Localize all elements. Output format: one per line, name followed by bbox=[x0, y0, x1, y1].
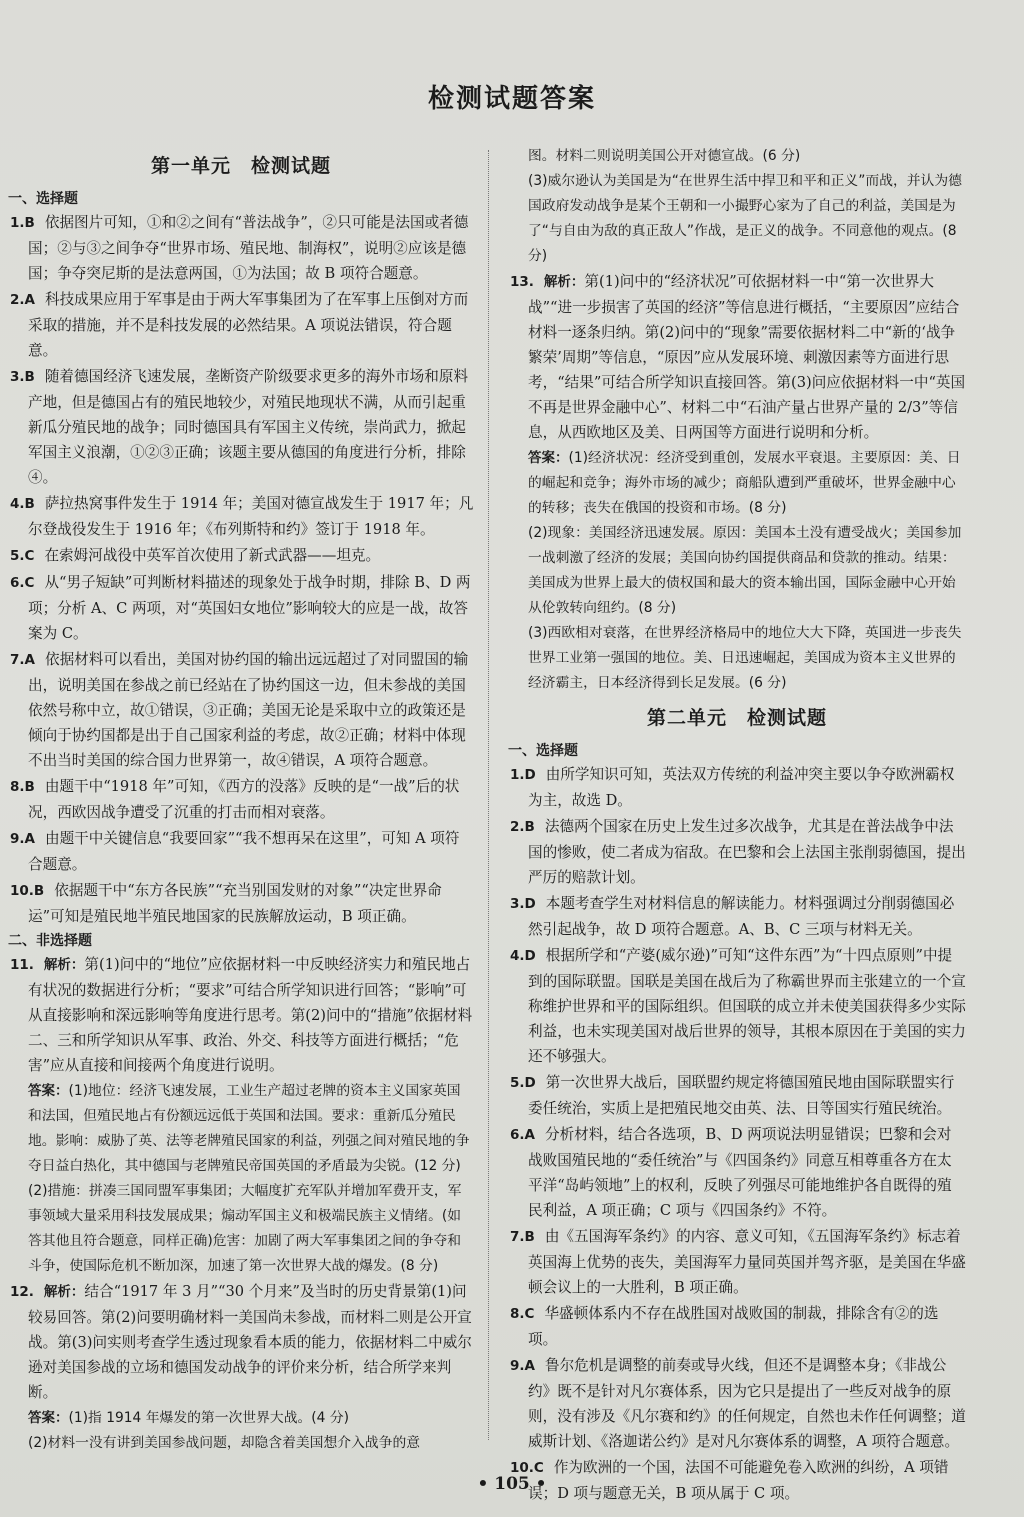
q-text: 从“男子短缺”可判断材料描述的现象处于战争时期，排除 B、D 两项；分析 A、C 两项，对“英国妇女地位”影响较大的应是一战，故答案为 C。 bbox=[28, 574, 471, 642]
q-number: 3.D bbox=[510, 896, 536, 912]
q-number: 4.D bbox=[510, 948, 536, 964]
unit1-heading: 第一单元 检测试题 bbox=[150, 155, 331, 177]
analysis-text: 结合“1917 年 3 月”“30 个月来”及当时的历史背景第(1)问较易回答。第(2)问要明确材料一美国尚未参战，而材料二则是公开宣战。第(3)问实则考查学生透过现象看本质的能力，依据材料二中威尔逊对美国参战的立场和德国发动战争的评价来分析，结合所学来判断。 bbox=[28, 1283, 472, 1401]
q-text: 华盛顿体系内不存在战胜国对战败国的制裁，排除含有②的选项。 bbox=[528, 1305, 939, 1348]
analysis-text: 第(1)问中的“地位”应依据材料一中反映经济实力和殖民地占有状况的数据进行分析；“要求”可结合所学知识进行回答；“影响”可从直接影响和深远影响等角度进行思考。第(2)问中的“措施”依据材料二、三和所学知识从军事、政治、外交、科技等方面进行概括；“危害”应从直接和间接两个角度进行说明。 bbox=[28, 956, 473, 1074]
q-text: 由题干中“1918 年”可知，《西方的没落》反映的是“一战”后的状况，西欧因战争遭受了沉重的打击而相对衰落。 bbox=[28, 778, 460, 821]
q-text: 由所学知识可知，英法双方传统的利益冲突主要以争夺欧洲霸权为主，故选 D。 bbox=[528, 766, 955, 809]
q-number: 12. bbox=[10, 1284, 34, 1300]
q-number: 11. bbox=[10, 957, 34, 973]
unit2-q3 bbox=[508, 891, 966, 942]
unit1-q13-answer-1 bbox=[508, 446, 966, 521]
q-number: 2.A bbox=[10, 292, 35, 308]
unit1-q12-answer-1 bbox=[8, 1406, 474, 1431]
q-number: 7.A bbox=[10, 652, 35, 668]
q-number: 10.B bbox=[10, 883, 45, 899]
q-number: 7.B bbox=[510, 1229, 535, 1245]
q-text: 本题考查学生对材料信息的解读能力。材料强调过分削弱德国必然引起战争，故 D 项符合题意。A、B、C 三项与材料无关。 bbox=[528, 895, 955, 938]
unit1-q11 bbox=[8, 952, 474, 1078]
q-number: 5.D bbox=[510, 1075, 536, 1091]
answer-text: (1)经济状况：经济受到重创，发展水平衰退。主要原因：美、日的崛起和竞争；海外市场的减少；商船队遭到严重破坏，世界金融中心的转移；丧失在俄国的投资和市场。(8 分) bbox=[528, 450, 961, 516]
q-text: 依据材料可以看出，美国对协约国的输出远远超过了对同盟国的输出，说明美国在参战之前已经站在了协约国这一边，但未参战的美国依然号称中立，故①错误，③正确；美国无论是采取中立的政策还是倾向于协约国都是出于自己国家利益的考虑，故②正确；材料中体现不出当时美国的综合国力世界第一，故④错误，A 项符合题意。 bbox=[28, 651, 469, 769]
q-number: 5.C bbox=[10, 548, 35, 564]
unit1-q5 bbox=[8, 543, 474, 569]
q-number: 2.B bbox=[510, 819, 535, 835]
unit2-section-choice: 一、选择题 bbox=[508, 743, 578, 759]
unit1-q9 bbox=[8, 826, 474, 877]
column-divider bbox=[488, 150, 489, 1440]
q-text: 根据所学和“产婆(威尔逊)”可知“这件东西”为“十四点原则”中提到的国际联盟。国联是美国在战后为了称霸世界而主张建立的一个宣称维护世界和平的国际组织。但国联的成立并未使美国获得多少实际利益，也未实现美国对战后世界的领导，其根本原因在于美国的实力还不够强大。 bbox=[528, 947, 966, 1065]
unit1-q6 bbox=[8, 570, 474, 646]
q-number: 13. bbox=[510, 274, 534, 290]
q-number: 3.B bbox=[10, 369, 35, 385]
q-number: 1.D bbox=[510, 767, 536, 783]
q-text: 作为欧洲的一个国，法国不可能避免卷入欧洲的纠纷，A 项错误；D 项与题意无关，B 项从属于 C 项。 bbox=[528, 1459, 949, 1502]
unit2-q5 bbox=[508, 1070, 966, 1121]
unit1-section-nonchoice: 二、非选择题 bbox=[8, 933, 92, 949]
unit1-q3 bbox=[8, 364, 474, 490]
page-number: • 105 • bbox=[477, 1474, 547, 1494]
unit1-q13-answer-2: (2)现象：美国经济迅速发展。原因：美国本土没有遭受战火；美国参加一战刺激了经济的发展；美国向协约国提供商品和贷款的推动。结果：美国成为世界上最大的债权国和最大的资本输出国，国际金融中心开始从伦敦转向纽约。(8 分) bbox=[528, 525, 962, 616]
q-number: 8.C bbox=[510, 1306, 535, 1322]
unit1-q12-answer-2-end: 图。材料二则说明美国公开对德宣战。(6 分) bbox=[528, 148, 801, 164]
analysis-label: 解析： bbox=[543, 274, 585, 290]
unit1-q7 bbox=[8, 647, 474, 773]
q-number: 10.C bbox=[510, 1460, 544, 1476]
unit1-q12 bbox=[8, 1279, 474, 1405]
unit1-q8 bbox=[8, 774, 474, 825]
left-column bbox=[8, 144, 474, 1456]
right-column bbox=[508, 144, 966, 1507]
answer-text: (1)指 1914 年爆发的第一次世界大战。(4 分) bbox=[68, 1410, 350, 1426]
answer-text: (1)地位：经济飞速发展，工业生产超过老牌的资本主义国家英国和法国，但殖民地占有份额远远低于英国和法国。要求：重新瓜分殖民地。影响：威胁了英、法等老牌殖民国家的利益，列强之间对殖民地的争夺日益白热化，其中德国与老牌殖民帝国英国的矛盾最为尖锐。(12 分) bbox=[28, 1083, 470, 1174]
q-text: 随着德国经济飞速发展，垄断资产阶级要求更多的海外市场和原料产地，但是德国占有的殖民地较少，对殖民地现状不满，从而引起重新瓜分殖民地的战争；同时德国具有军国主义传统，崇尚武力，掀起军国主义浪潮，①②③正确；该题主要从德国的角度进行分析，排除④。 bbox=[28, 368, 469, 486]
unit2-q2 bbox=[508, 814, 966, 890]
q-number: 8.B bbox=[10, 779, 35, 795]
q-text: 在索姆河战役中英军首次使用了新式武器——坦克。 bbox=[44, 547, 381, 564]
answer-label: 答案： bbox=[528, 450, 569, 466]
q-text: 法德两个国家在历史上发生过多次战争，尤其是在普法战争中法国的惨败，使二者成为宿敌。在巴黎和会上法国主张削弱德国，提出严厉的赔款计划。 bbox=[528, 818, 966, 886]
unit2-q1 bbox=[508, 762, 966, 813]
q-text: 分析材料，结合各选项，B、D 两项说法明显错误；巴黎和会对战败国殖民地的“委任统治”与《四国条约》同意互相尊重各方在太平洋“岛屿领地”上的权利，反映了列强尽可能地维护各自既得的殖民利益，A 项正确；C 项与《四国条约》不符。 bbox=[528, 1126, 952, 1219]
q-text: 由题干中关键信息“我要回家”“我不想再呆在这里”，可知 A 项符合题意。 bbox=[28, 830, 460, 873]
unit1-q4 bbox=[8, 491, 474, 542]
answer-label: 答案： bbox=[28, 1410, 69, 1426]
unit1-q12-answer-2-start: (2)材料一没有讲到美国参战问题，却隐含着美国想介入战争的意 bbox=[28, 1435, 421, 1451]
analysis-label: 解析： bbox=[43, 957, 85, 973]
analysis-label: 解析： bbox=[43, 1284, 85, 1300]
q-text: 依据图片可知，①和②之间有“普法战争”，②只可能是法国或者德国；②与③之间争夺“世界市场、殖民地、制海权”，说明②应该是德国；争夺突尼斯的是法意两国，①为法国；故 B 项符合题意。 bbox=[28, 214, 469, 282]
page-title: 检测试题答案 bbox=[427, 84, 596, 114]
q-number: 4.B bbox=[10, 496, 35, 512]
q-number: 6.A bbox=[510, 1127, 535, 1143]
q-text: 鲁尔危机是调整的前奏或导火线，但还不是调整本身；《非战公约》既不是针对凡尔赛体系，因为它只是提出了一些反对战争的原则，没有涉及《凡尔赛和约》的任何规定，自然也未作任何调整；道威斯计划、《洛迦诺公约》是对凡尔赛体系的调整，A 项符合题意。 bbox=[528, 1357, 966, 1450]
analysis-text: 第(1)问中的“经济状况”可依据材料一中“第一次世界大战”“进一步损害了英国的经济”等信息进行概括，“主要原因”应结合材料一逐条归纳。第(2)问中的“现象”需要依据材料二中“新的‘战争繁荣’周期”等信息，“原因”应从发展环境、刺激因素等方面进行思考，“结果”可结合所学知识直接回答。第(3)问应依据材料一中“英国不再是世界金融中心”、材料二中“石油产量占世界产量的 2/3”等信息，从西欧地区及美、日两国等方面进行说明和分析。 bbox=[528, 273, 966, 441]
unit1-q11-answer-2: (2)措施：拼凑三国同盟军事集团；大幅度扩充军队并增加军费开支，军事领域大量采用科技发展成果；煽动军国主义和极端民族主义情绪。(如答其他且符合题意，同样正确)危害：加剧了两大军事集团之间的争夺和斗争，使国际危机不断加深，加速了第一次世界大战的爆发。(8 分) bbox=[28, 1183, 462, 1274]
q-text: 由《五国海军条约》的内容、意义可知，《五国海军条约》标志着英国海上优势的丧失，美国海军力量同英国并驾齐驱，是美国在华盛顿会议上的一大胜利，B 项正确。 bbox=[528, 1228, 966, 1296]
unit1-q2 bbox=[8, 287, 474, 363]
unit2-q4 bbox=[508, 943, 966, 1069]
unit2-q8 bbox=[508, 1301, 966, 1352]
unit1-section-choice: 一、选择题 bbox=[8, 191, 78, 207]
unit1-q13 bbox=[508, 269, 966, 445]
unit2-q6 bbox=[508, 1122, 966, 1223]
q-text: 科技成果应用于军事是由于两大军事集团为了在军事上压倒对方而采取的措施，并不是科技发展的必然结果。A 项说法错误，符合题意。 bbox=[28, 291, 469, 359]
unit1-q11-answer-1 bbox=[8, 1079, 474, 1179]
unit1-q10 bbox=[8, 878, 474, 929]
unit1-q12-answer-3: (3)威尔逊认为美国是为“在世界生活中捍卫和平和正义”而战，并认为德国政府发动战争是某个王朝和一小撮野心家为了自己的利益，美国是为了“与自由为敌的真正敌人”作战，是正义的战争。不同意他的观点。(8 分) bbox=[528, 173, 962, 264]
q-text: 第一次世界大战后，国联盟约规定将德国殖民地由国际联盟实行委任统治，实质上是把殖民地交由英、法、日等国实行殖民统治。 bbox=[528, 1074, 955, 1117]
q-text: 萨拉热窝事件发生于 1914 年；美国对德宣战发生于 1917 年；凡尔登战役发生于 1916 年；《布列斯特和约》签订于 1918 年。 bbox=[28, 495, 474, 538]
unit1-q1 bbox=[8, 210, 474, 286]
q-text: 依据题干中“东方各民族”“充当别国发财的对象”“决定世界命运”可知是殖民地半殖民地国家的民族解放运动，B 项正确。 bbox=[28, 882, 442, 925]
q-number: 9.A bbox=[510, 1358, 535, 1374]
unit2-q9 bbox=[508, 1353, 966, 1454]
unit2-heading: 第二单元 检测试题 bbox=[646, 707, 827, 729]
q-number: 9.A bbox=[10, 831, 35, 847]
unit1-q13-answer-3: (3)西欧相对衰落，在世界经济格局中的地位大大下降，英国进一步丧失世界工业第一强国的地位。美、日迅速崛起，美国成为资本主义世界的经济霸主，日本经济得到长足发展。(6 分) bbox=[528, 625, 962, 691]
unit2-q7 bbox=[508, 1224, 966, 1300]
q-number: 6.C bbox=[10, 575, 35, 591]
q-number: 1.B bbox=[10, 215, 35, 231]
answer-label: 答案： bbox=[28, 1083, 69, 1099]
